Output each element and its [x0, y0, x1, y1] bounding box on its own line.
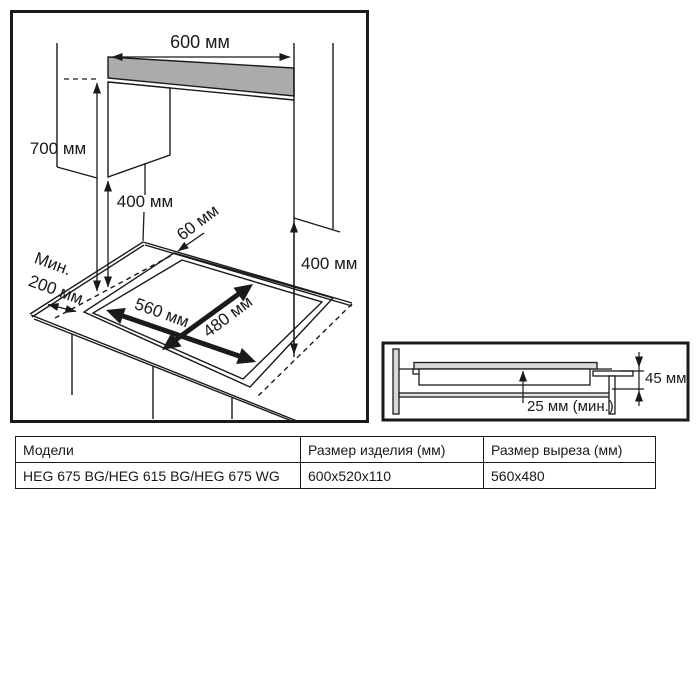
- table-cell-product-size: 600x520x110: [301, 463, 484, 489]
- table-header-models: Модели: [16, 437, 301, 463]
- section-bottom-panel: [399, 393, 613, 397]
- table-header-product-size: Размер изделия (мм): [301, 437, 484, 463]
- section-wall: [393, 349, 399, 414]
- chimney-height-label: 400 мм: [116, 192, 174, 211]
- table-header-row: [16, 437, 656, 463]
- cutout-width-label: 560 мм: [132, 294, 192, 332]
- table-header-cutout-size: Размер выреза (мм): [484, 437, 656, 463]
- side-cabinet-label: 400 мм: [301, 254, 358, 273]
- table-row: [16, 463, 656, 489]
- table-cell-cutout-size: 560x480: [484, 463, 656, 489]
- hood-width-label: 600 мм: [170, 32, 230, 52]
- hood-height-label: 700 мм: [29, 139, 87, 158]
- rear-gap-label: 60 мм: [173, 200, 223, 245]
- min-distance-word-label: Мин.: [31, 248, 74, 280]
- section-right-bracket: [593, 371, 633, 376]
- cooker-hood: [108, 57, 294, 177]
- cutout-depth-label: 480 мм: [199, 292, 256, 342]
- clearance-below-label: 25 мм (мин.): [527, 398, 614, 415]
- section-hob-tub: [419, 369, 590, 385]
- table-cell-models: HEG 675 BG/HEG 615 BG/HEG 675 WG: [16, 463, 301, 489]
- min-distance-value-label: 200 мм: [26, 271, 86, 309]
- hood-chimney-side: [108, 82, 170, 177]
- section-hob-glass: [414, 363, 597, 370]
- spec-table: [15, 436, 656, 489]
- build-height-label: 45 мм: [645, 370, 687, 387]
